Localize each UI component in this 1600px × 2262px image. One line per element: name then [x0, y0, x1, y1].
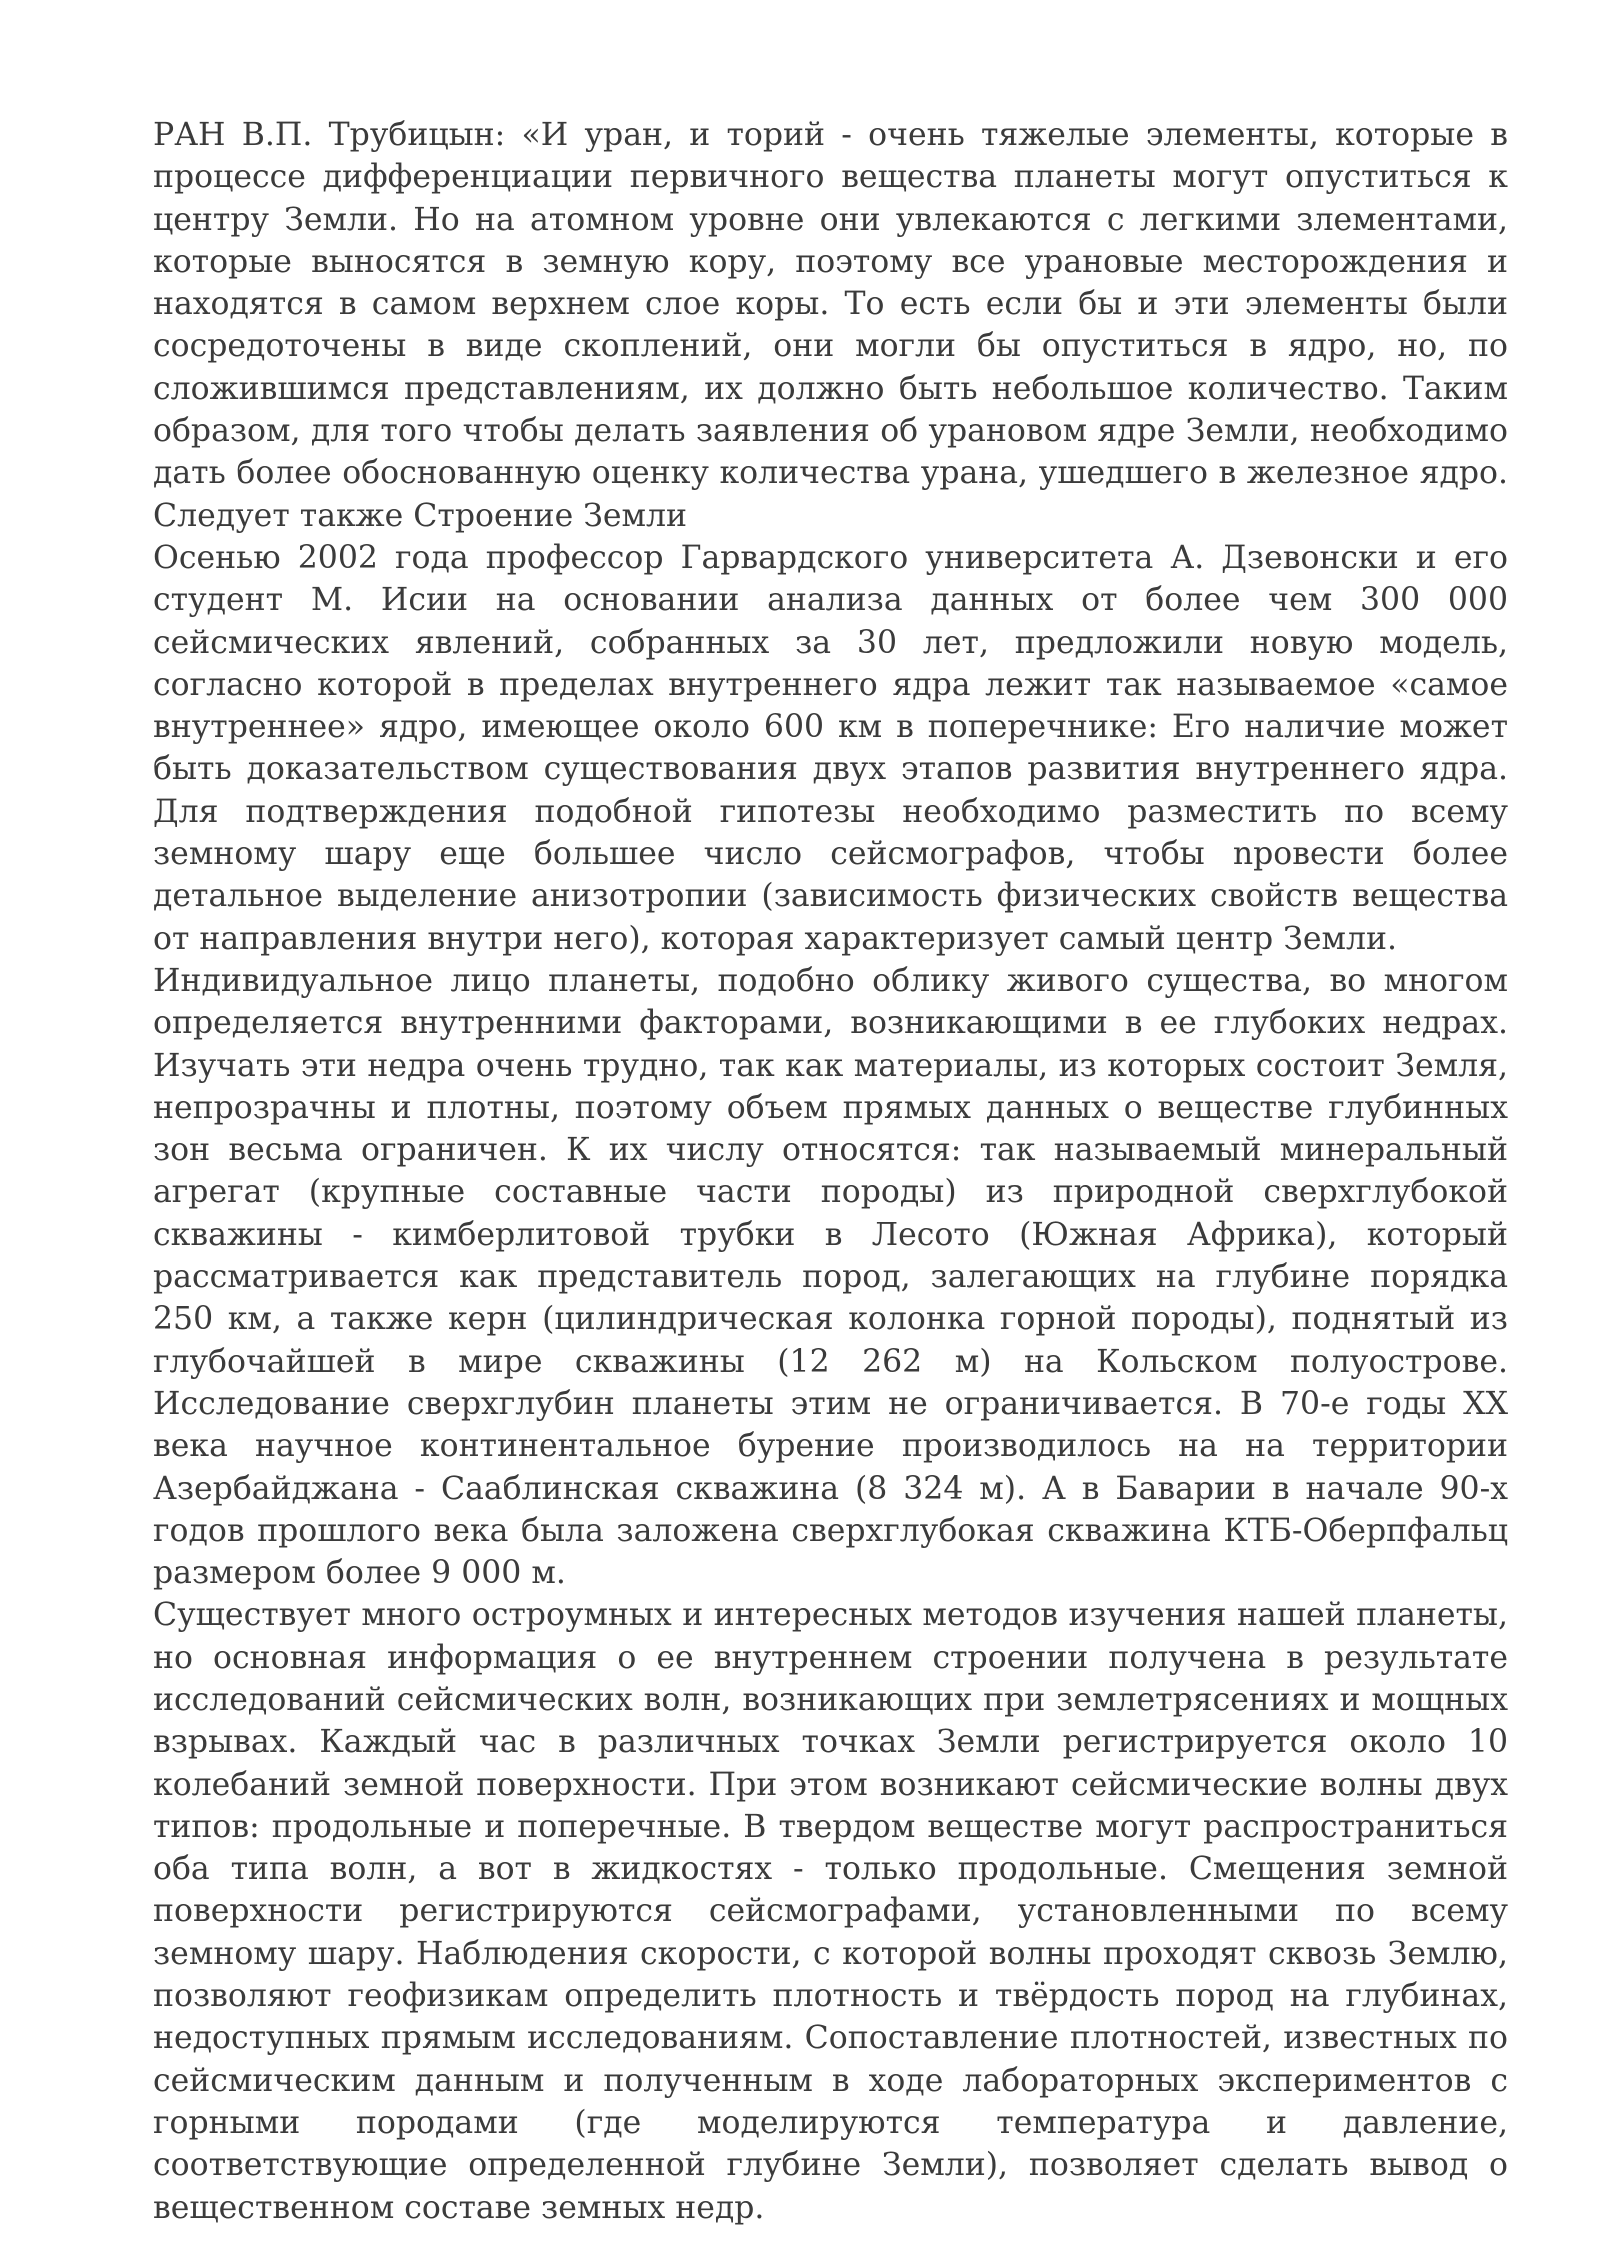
paragraph-deep-drilling: Индивидуальное лицо планеты, подобно облику живого существа, во многом определяется внутренними факторами, возникающими в ее глубоких недрах. Изучать эти недра очень трудно, так как материалы, из которых состоит Земля, непрозрачны и плотны, поэтому объем прямых данных о веществе глубинных зон весьма ограничен. К их числу относятся: так называемый минеральный агрегат (крупные составные части породы) из природной сверхглубокой скважины - кимберлитовой трубки в Лесото (Южная Африка), который рассматривается как представитель пород, залегающих на глубине порядка 250 км, а также керн (цилиндрическая колонка горной породы), поднятый из глубочайшей в мире скважины (12 262 м) на Кольском полуострове. Исследование сверхглубин планеты этим не ограничивается. В 70-е годы XX века научное континентальное бурение производилось на на территории Азербайджана - Сааблинская скважина (8 324 м). А в Баварии в начале 90-х годов прошлого века была заложена сверхглубокая скважина КТБ-Оберпфальц размером более 9 000 м. — [153, 962, 1508, 1592]
paragraph-uranium-core: РАН В.П. Трубицын: «И уран, и торий - очень тяжелые элементы, которые в процессе дифференциации первичного вещества планеты могут опуститься к центру Земли. Но на атомном уровне они увлекаются с легкими злементами, которые выносятся в земную кору, поэтому все урановые месторождения и находятся в самом верхнем слое коры. То есть если бы и эти элементы были сосредоточены в виде скоплений, они могли бы опуститься в ядро, но, по сложившимся представлениям, их должно быть небольшое количество. Таким образом, для того чтобы делать заявления об урановом ядре Земли, необходимо дать более обоснованную оценку количества урана, ушедшего в железное ядро. Следует также Строение Земли — [153, 117, 1508, 534]
paragraph-innermost-core: Осенью 2002 года профессор Гарвардского университета А. Дзевонски и его студент М. Исии на основании анализа данных от более чем 300 000 сейсмических явлений, собранных за 30 лет, предложили новую модель, согласно которой в пределах внутреннего ядра лежит так называемое «самое внутреннее» ядро, имеющее около 600 км в поперечнике: Его наличие может быть доказательством существования двух этапов развития внутреннего ядра. Для подтверждения подобной гипотезы необходимо разместить по всему земному шару еще большее число сейсмографов, чтобы nровести более детальное выделение анизотропии (зависимость физических свойств вещества от направления внутри него), которая характеризует самый центр Земли. — [153, 539, 1508, 957]
paragraph-seismic-waves: Существует много остроумных и интересных методов изучения нашей планеты, но основная информация о ее внутреннем строении получена в результате исследований сейсмических волн, возникающих при землетрясениях и мощных взрывах. Каждый час в различных точках Земли регистрируется около 10 колебаний земной поверхности. При этом возникают сейсмические волны двух типов: продольные и поперечные. В твердом веществе могут распространиться оба типа волн, а вот в жидкостях - только продольные. Смещения земной поверхности регистрируются сейсмографами, установленными по всему земному шару. Наблюдения скорости, с которой волны проходят сквозь Землю, позволяют геофизикам определить плотность и твёрдость пород на глубинах, недоступных прямым исследованиям. Сопоставление плотностей, известных по сейсмическим данным и полученным в ходе лабораторных экспериментов с горными породами (где моделируются температура и давление, соответствующие определенной глубине Земли), позволяет сделать вывод о вещественном составе земных недр. — [153, 1597, 1508, 2226]
body-text — [153, 114, 1508, 2229]
